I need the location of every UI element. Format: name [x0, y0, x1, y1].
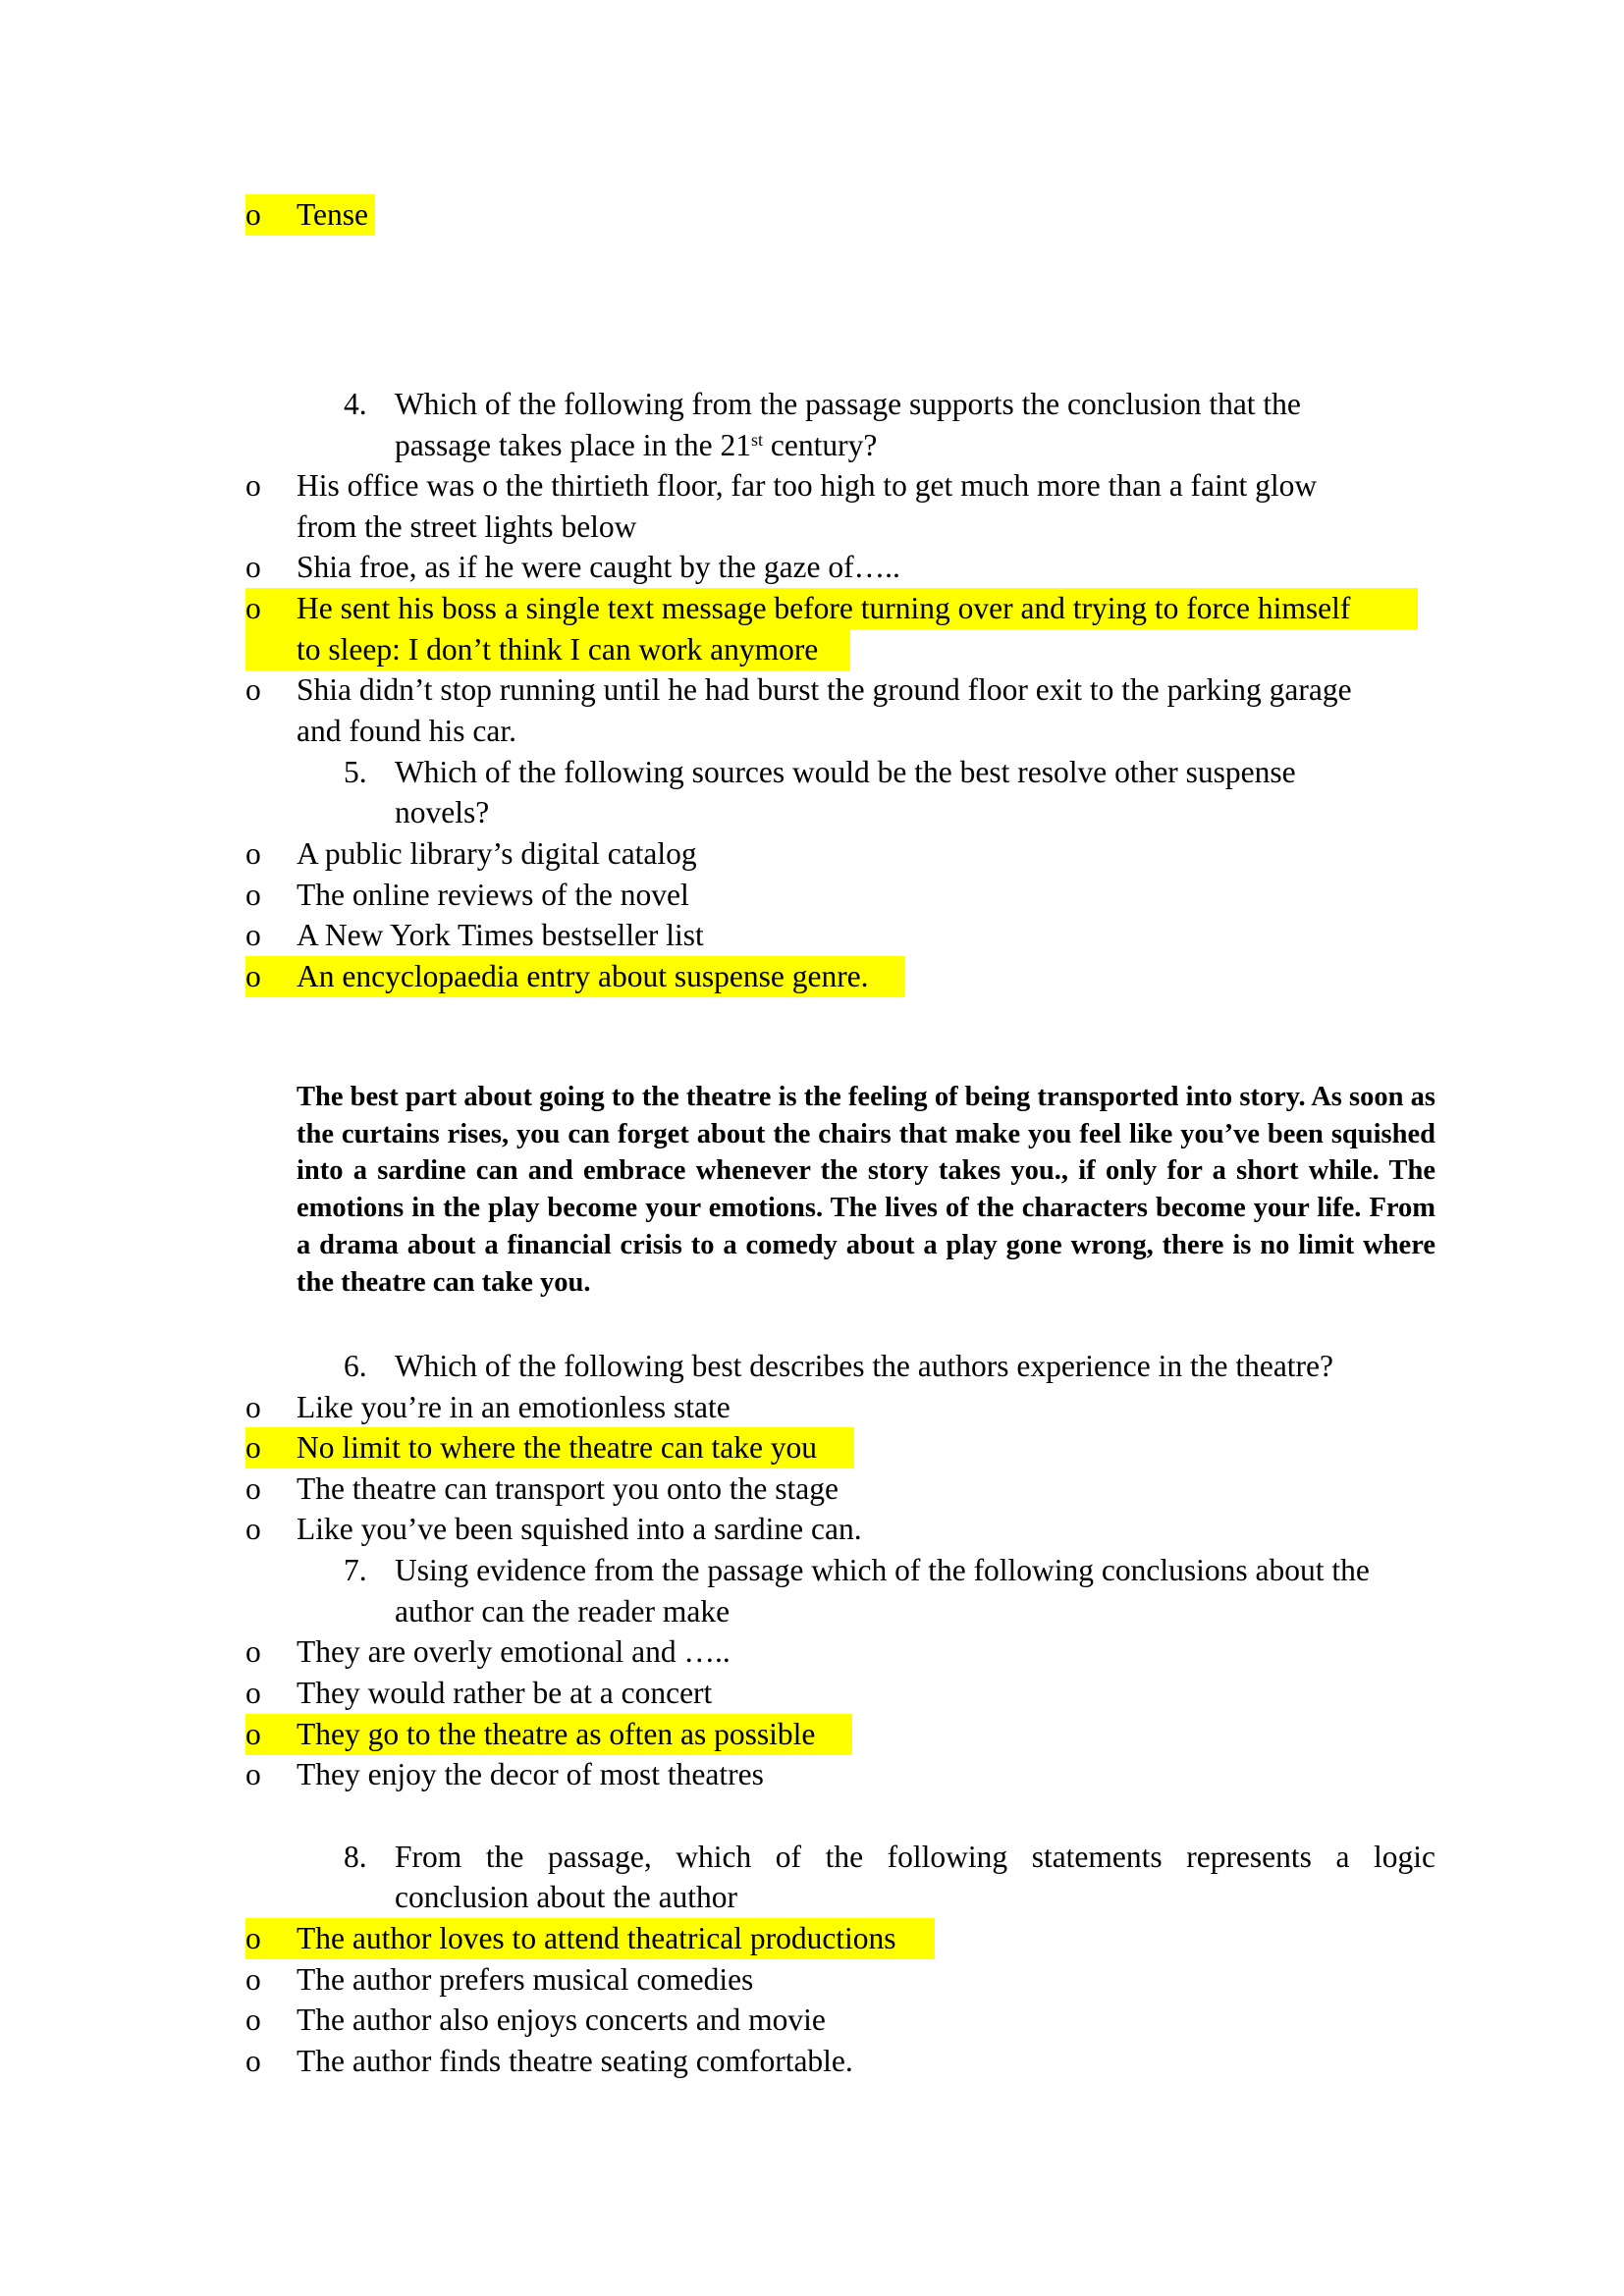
q8-option-2-text: The author prefers musical comedies — [297, 1962, 754, 1997]
q5-option-3-marker: o — [245, 918, 261, 952]
q6-option-1-text: Like you’re in an emotionless state — [297, 1390, 731, 1424]
question-7-text-line1: Using evidence from the passage which of the following conclusions about the — [395, 1553, 1370, 1587]
q4-option-2-marker: o — [245, 550, 261, 584]
q8-option-2-marker: o — [245, 1962, 261, 1997]
question-6-number: 6. — [344, 1349, 367, 1383]
q8-option-3-marker: o — [245, 2002, 261, 2037]
q7-option-4-marker: o — [245, 1757, 261, 1791]
q8-option-1-marker: o — [245, 1921, 261, 1955]
q8-option-4-text: The author finds theatre seating comfortable. — [297, 2044, 853, 2078]
reading-passage: The best part about going to the theatre is the feeling of being transported into story. As soon as the curtains rises, you can forget about the chairs that make you feel like you’ve been squished into a sardine can and embrace whenever the story takes you., if only for a short while. The emotions in the play become your emotions. The lives of the characters become your life. From a drama about a financial crisis to a comedy about a play gone wrong, there is no limit where the theatre can take you. — [297, 1082, 1435, 1298]
question-8-text-line2: conclusion about the author — [395, 1880, 738, 1914]
q6-option-4-marker: o — [245, 1512, 261, 1546]
question-8-text-line1: From the passage, which of the following statements represents a logic — [395, 1840, 1435, 1874]
q4-option-3-line2: to sleep: I don’t think I can work anymore — [297, 632, 819, 667]
q7-option-2-marker: o — [245, 1676, 261, 1710]
question-7-text-line2: author can the reader make — [395, 1594, 731, 1629]
question-5-text-line1: Which of the following sources would be the best resolve other suspense — [395, 755, 1296, 789]
q5-option-1-text: A public library’s digital catalog — [297, 836, 697, 871]
question-4-text-line2: passage takes place in the 21st century? — [395, 428, 878, 462]
q4-option-1-line1: His office was o the thirtieth floor, far too high to get much more than a faint glow — [297, 468, 1318, 503]
q4-option-4-line2: and found his car. — [297, 714, 516, 748]
q5-option-2-marker: o — [245, 878, 261, 912]
question-8-number: 8. — [344, 1840, 367, 1874]
question-4-text-line1: Which of the following from the passage supports the conclusion that the — [395, 387, 1301, 421]
q7-option-1-text: They are overly emotional and ….. — [297, 1634, 731, 1669]
q6-option-3-text: The theatre can transport you onto the stage — [297, 1471, 839, 1506]
q5-option-4-text: An encyclopaedia entry about suspense genre. — [297, 959, 869, 993]
question-5-number: 5. — [344, 755, 367, 789]
q8-option-4-marker: o — [245, 2044, 261, 2078]
q7-option-2-text: They would rather be at a concert — [297, 1676, 713, 1710]
q5-option-2-text: The online reviews of the novel — [297, 878, 689, 912]
question-7-number: 7. — [344, 1553, 367, 1587]
q4-option-3-marker: o — [245, 591, 261, 625]
question-4-number: 4. — [344, 387, 367, 421]
q5-option-4-marker: o — [245, 959, 261, 993]
q6-option-2-text: No limit to where the theatre can take you — [297, 1430, 818, 1465]
top-option-marker: o — [245, 197, 261, 232]
q6-option-4-text: Like you’ve been squished into a sardine can. — [297, 1512, 862, 1546]
question-5-text-line2: novels? — [395, 795, 490, 829]
q4-option-4-marker: o — [245, 672, 261, 707]
q4-option-3-line1: He sent his boss a single text message before turning over and trying to force himself — [297, 591, 1351, 625]
q7-option-3-text: They go to the theatre as often as possible — [297, 1717, 816, 1751]
q7-option-1-marker: o — [245, 1634, 261, 1669]
q7-option-3-marker: o — [245, 1717, 261, 1751]
q7-option-4-text: They enjoy the decor of most theatres — [297, 1757, 764, 1791]
q6-option-1-marker: o — [245, 1390, 261, 1424]
q5-option-3-text: A New York Times bestseller list — [297, 918, 704, 952]
question-6-text-line1: Which of the following best describes the authors experience in the theatre? — [395, 1349, 1334, 1383]
q8-option-1-text: The author loves to attend theatrical productions — [297, 1921, 896, 1955]
top-option-text: Tense — [297, 197, 369, 232]
q4-option-1-marker: o — [245, 468, 261, 503]
q4-option-1-line2: from the street lights below — [297, 509, 637, 544]
q5-option-1-marker: o — [245, 836, 261, 871]
q4-option-2-line1: Shia froe, as if he were caught by the gaze of….. — [297, 550, 900, 584]
q8-option-3-text: The author also enjoys concerts and movie — [297, 2002, 826, 2037]
q4-option-4-line1: Shia didn’t stop running until he had burst the ground floor exit to the parking garage — [297, 672, 1352, 707]
q6-option-2-marker: o — [245, 1430, 261, 1465]
q6-option-3-marker: o — [245, 1471, 261, 1506]
